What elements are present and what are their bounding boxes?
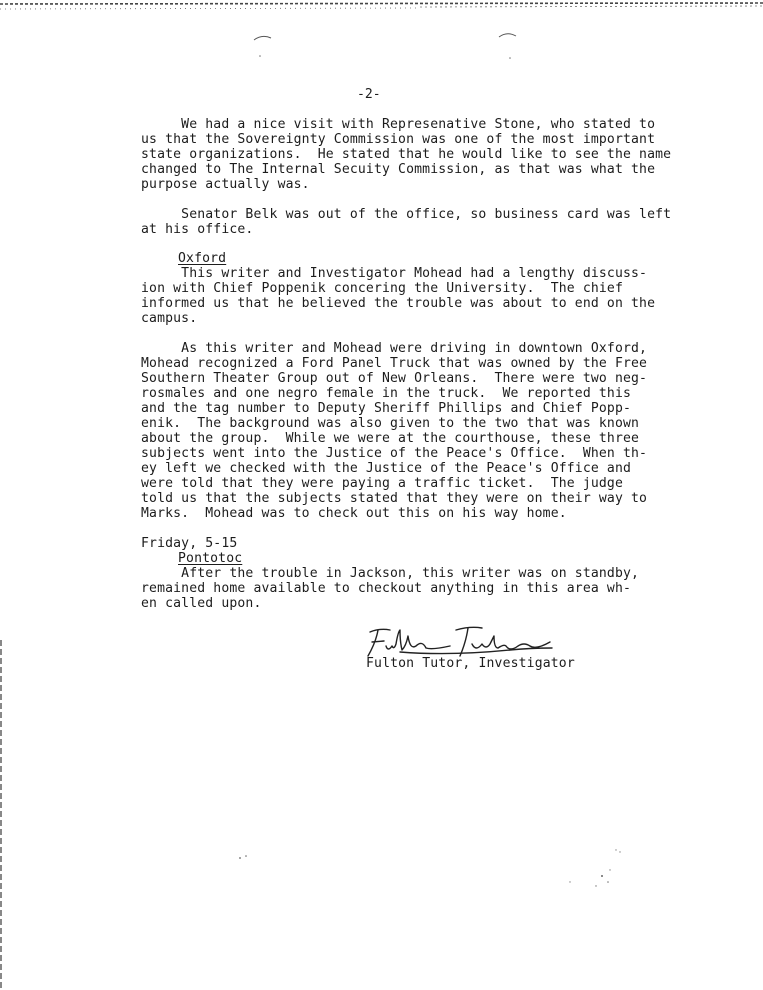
text-line: campus.	[141, 311, 198, 326]
typed-signature-name: Fulton Tutor, Investigator	[366, 656, 575, 671]
text-line: state organizations. He stated that he would like to see the name	[141, 147, 672, 162]
entry-date: Friday, 5-15	[141, 536, 238, 551]
text-line: about the group. While we were at the courthouse, these three	[141, 431, 640, 446]
text-line: us that the Sovereignty Commission was one of the most important	[141, 132, 656, 147]
text-line: at his office.	[141, 222, 254, 237]
text-line: enik. The background was also given to the two that was known	[141, 416, 640, 431]
section-heading-oxford: Oxford	[178, 251, 227, 266]
scan-specks	[230, 840, 630, 900]
text-line: changed to The Internal Secuity Commission, as that was what the	[141, 162, 656, 177]
punch-mark-left	[252, 32, 274, 60]
text-line: told us that the subjects stated that they were on their way to	[141, 491, 648, 506]
scan-edge-left	[0, 640, 4, 990]
text-line: Senator Belk was out of the office, so business card was left	[141, 207, 672, 222]
text-line: Southern Theater Group out of New Orleans. There were two neg-	[141, 371, 648, 386]
text-line: This writer and Investigator Mohead had a lengthy discuss-	[141, 266, 648, 281]
text-line: purpose actually was.	[141, 177, 310, 192]
text-line: Marks. Mohead was to check out this on his way home.	[141, 506, 567, 521]
text-line: After the trouble in Jackson, this writer was on standby,	[141, 566, 640, 581]
text-line: rosmales and one negro female in the truck. We reported this	[141, 386, 632, 401]
text-line: informed us that he believed the trouble was about to end on the	[141, 296, 656, 311]
text-line: We had a nice visit with Represenative Stone, who stated to	[141, 117, 656, 132]
text-line: subjects went into the Justice of the Peace's Office. When th-	[141, 446, 648, 461]
text-line: ey left we checked with the Justice of the Peace's Office and	[141, 461, 632, 476]
text-line: were told that they were paying a traffic ticket. The judge	[141, 476, 623, 491]
text-line: and the tag number to Deputy Sheriff Phillips and Chief Popp-	[141, 401, 632, 416]
text-line: As this writer and Mohead were driving in downtown Oxford,	[141, 341, 648, 356]
text-line: ion with Chief Poppenik concering the University. The chief	[141, 281, 623, 296]
text-line: en called upon.	[141, 596, 262, 611]
text-line: remained home available to checkout anything in this area wh-	[141, 581, 632, 596]
scan-edge-top	[0, 0, 763, 12]
section-heading-pontotoc: Pontotoc	[178, 551, 243, 566]
page-number: -2-	[357, 87, 381, 102]
text-line: Mohead recognized a Ford Panel Truck that was owned by the Free	[141, 356, 648, 371]
punch-mark-right	[496, 30, 520, 60]
